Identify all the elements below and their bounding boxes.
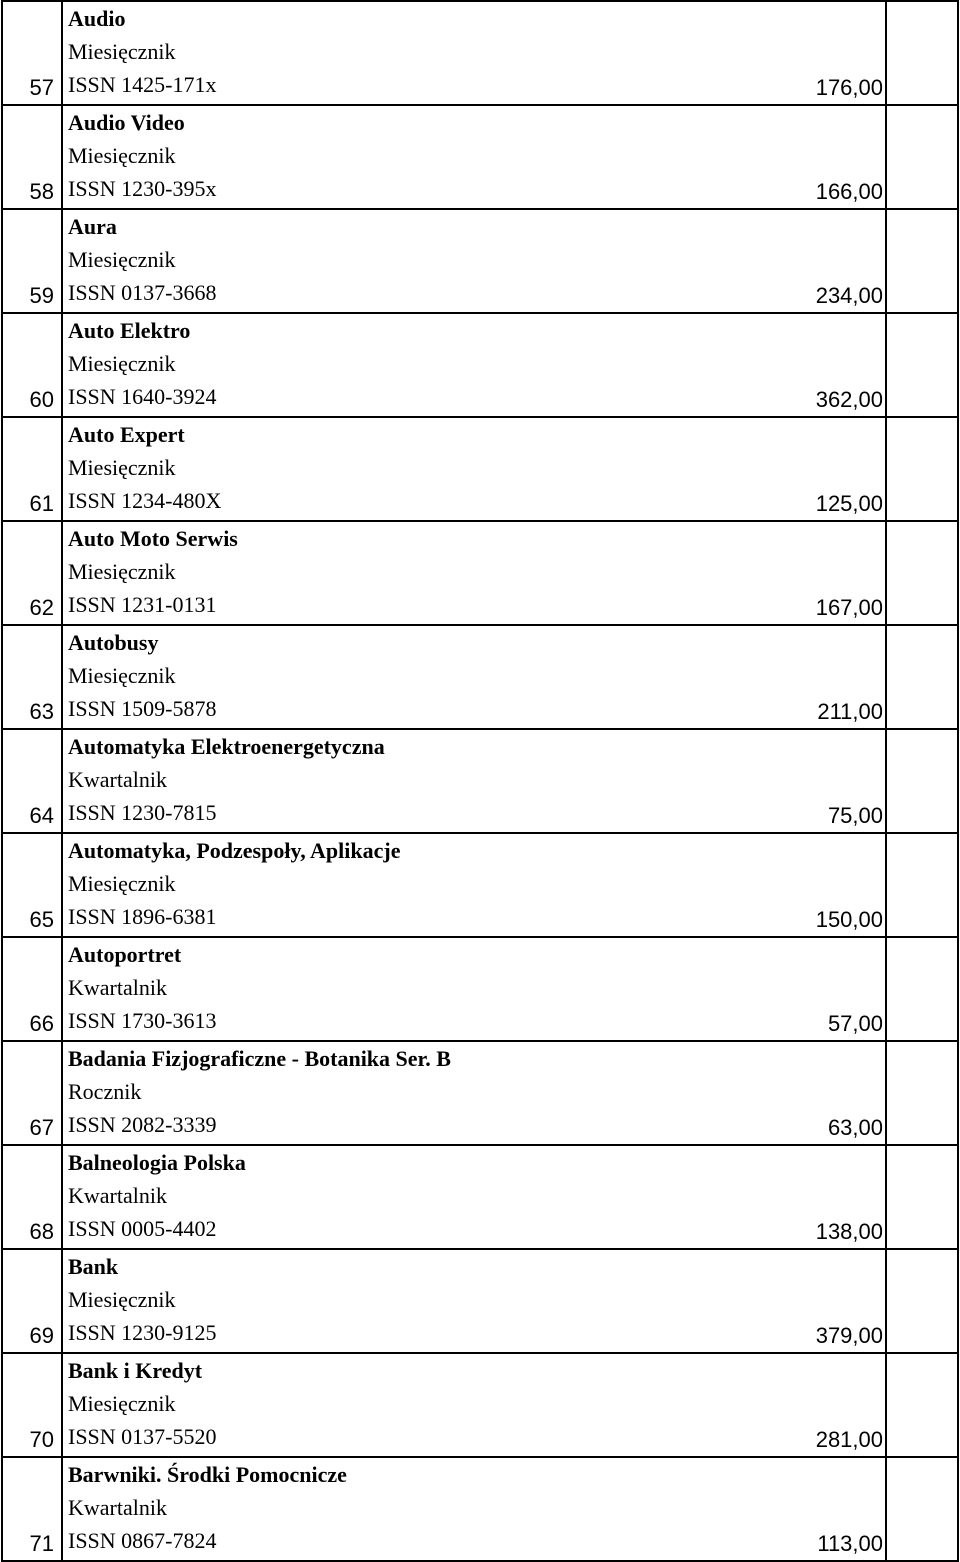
row-number: 60 — [2, 313, 62, 417]
periodical-description — [62, 729, 750, 833]
periodical-issn: ISSN 1640-3924 — [68, 384, 217, 409]
periodical-frequency: Rocznik — [68, 1079, 142, 1104]
periodical-description — [62, 1353, 750, 1457]
periodical-price: 138,00 — [750, 1145, 886, 1249]
periodical-description — [62, 105, 750, 209]
periodical-issn: ISSN 1230-395x — [68, 176, 217, 201]
periodical-frequency: Kwartalnik — [68, 1183, 167, 1208]
row-number: 59 — [2, 209, 62, 313]
row-number: 69 — [2, 1249, 62, 1353]
periodical-price: 281,00 — [750, 1353, 886, 1457]
empty-cell — [886, 521, 958, 625]
periodical-price: 166,00 — [750, 105, 886, 209]
empty-cell — [886, 1457, 958, 1561]
table-row — [2, 417, 958, 521]
periodical-description — [62, 1249, 750, 1353]
periodical-frequency: Miesięcznik — [68, 559, 176, 584]
table-row — [2, 1, 958, 105]
table-row — [2, 1249, 958, 1353]
periodical-description — [62, 833, 750, 937]
row-number: 65 — [2, 833, 62, 937]
empty-cell — [886, 833, 958, 937]
periodical-title: Auto Moto Serwis — [68, 526, 238, 551]
periodical-title: Automatyka Elektroenergetyczna — [68, 734, 385, 759]
periodical-frequency: Miesięcznik — [68, 455, 176, 480]
periodical-issn: ISSN 1730-3613 — [68, 1008, 217, 1033]
periodical-issn: ISSN 1896-6381 — [68, 904, 217, 929]
periodical-issn: ISSN 1230-9125 — [68, 1320, 217, 1345]
periodical-description — [62, 521, 750, 625]
periodical-issn: ISSN 2082-3339 — [68, 1112, 217, 1137]
row-number: 67 — [2, 1041, 62, 1145]
periodical-title: Auto Elektro — [68, 318, 191, 343]
periodical-price: 211,00 — [750, 625, 886, 729]
periodical-price: 167,00 — [750, 521, 886, 625]
row-number: 57 — [2, 1, 62, 105]
table-row — [2, 1353, 958, 1457]
periodical-title: Audio — [68, 6, 126, 31]
periodical-frequency: Kwartalnik — [68, 1495, 167, 1520]
periodical-description — [62, 625, 750, 729]
table-row — [2, 1145, 958, 1249]
empty-cell — [886, 1353, 958, 1457]
periodical-price: 125,00 — [750, 417, 886, 521]
periodical-frequency: Kwartalnik — [68, 767, 167, 792]
periodical-price: 57,00 — [750, 937, 886, 1041]
table-row — [2, 625, 958, 729]
periodical-issn: ISSN 0137-3668 — [68, 280, 217, 305]
row-number: 66 — [2, 937, 62, 1041]
table-row — [2, 1041, 958, 1145]
periodical-frequency: Miesięcznik — [68, 1391, 176, 1416]
row-number: 71 — [2, 1457, 62, 1561]
empty-cell — [886, 1145, 958, 1249]
periodical-price: 362,00 — [750, 313, 886, 417]
periodical-description — [62, 937, 750, 1041]
empty-cell — [886, 313, 958, 417]
periodical-title: Barwniki. Środki Pomocnicze — [68, 1462, 347, 1487]
periodical-title: Auto Expert — [68, 422, 185, 447]
periodical-price: 176,00 — [750, 1, 886, 105]
empty-cell — [886, 625, 958, 729]
row-number: 63 — [2, 625, 62, 729]
row-number: 68 — [2, 1145, 62, 1249]
periodical-issn: ISSN 1509-5878 — [68, 696, 217, 721]
periodical-title: Bank i Kredyt — [68, 1358, 203, 1383]
periodical-frequency: Miesięcznik — [68, 143, 176, 168]
periodical-frequency: Miesięcznik — [68, 871, 176, 896]
periodical-frequency: Miesięcznik — [68, 1287, 176, 1312]
periodical-title: Bank — [68, 1254, 119, 1279]
empty-cell — [886, 209, 958, 313]
empty-cell — [886, 1249, 958, 1353]
table-row — [2, 833, 958, 937]
periodical-issn: ISSN 0005-4402 — [68, 1216, 217, 1241]
periodical-title: Autoportret — [68, 942, 182, 967]
periodical-issn: ISSN 1234-480X — [68, 488, 222, 513]
row-number: 64 — [2, 729, 62, 833]
periodical-frequency: Miesięcznik — [68, 663, 176, 688]
periodical-title: Automatyka, Podzespoły, Aplikacje — [68, 838, 401, 863]
empty-cell — [886, 1, 958, 105]
periodical-price: 234,00 — [750, 209, 886, 313]
periodical-price: 150,00 — [750, 833, 886, 937]
table-row — [2, 1457, 958, 1561]
empty-cell — [886, 937, 958, 1041]
periodical-price: 63,00 — [750, 1041, 886, 1145]
periodical-description — [62, 417, 750, 521]
periodical-title: Autobusy — [68, 630, 159, 655]
periodical-title: Balneologia Polska — [68, 1150, 246, 1175]
periodical-description — [62, 1, 750, 105]
periodical-description — [62, 1457, 750, 1561]
empty-cell — [886, 417, 958, 521]
periodical-description — [62, 1041, 750, 1145]
row-number: 61 — [2, 417, 62, 521]
empty-cell — [886, 105, 958, 209]
periodical-description — [62, 313, 750, 417]
periodical-description — [62, 209, 750, 313]
periodical-frequency: Miesięcznik — [68, 247, 176, 272]
periodical-issn: ISSN 1230-7815 — [68, 800, 217, 825]
periodical-frequency: Miesięcznik — [68, 351, 176, 376]
table-row — [2, 521, 958, 625]
periodical-issn: ISSN 1425-171x — [68, 72, 217, 97]
periodical-title: Audio Video — [68, 110, 185, 135]
periodical-issn: ISSN 0137-5520 — [68, 1424, 217, 1449]
periodical-frequency: Miesięcznik — [68, 39, 176, 64]
periodical-description — [62, 1145, 750, 1249]
periodical-price: 379,00 — [750, 1249, 886, 1353]
periodical-issn: ISSN 0867-7824 — [68, 1528, 217, 1553]
periodical-title: Badania Fizjograficzne - Botanika Ser. B — [68, 1046, 451, 1071]
empty-cell — [886, 729, 958, 833]
periodical-issn: ISSN 1231-0131 — [68, 592, 217, 617]
row-number: 70 — [2, 1353, 62, 1457]
periodicals-table — [1, 0, 959, 1562]
table-row — [2, 313, 958, 417]
periodicals-table-body — [2, 1, 958, 1561]
table-row — [2, 209, 958, 313]
periodical-price: 75,00 — [750, 729, 886, 833]
table-row — [2, 937, 958, 1041]
row-number: 58 — [2, 105, 62, 209]
periodical-title: Aura — [68, 214, 117, 239]
row-number: 62 — [2, 521, 62, 625]
table-row — [2, 729, 958, 833]
empty-cell — [886, 1041, 958, 1145]
table-row — [2, 105, 958, 209]
periodical-price: 113,00 — [750, 1457, 886, 1561]
periodical-frequency: Kwartalnik — [68, 975, 167, 1000]
